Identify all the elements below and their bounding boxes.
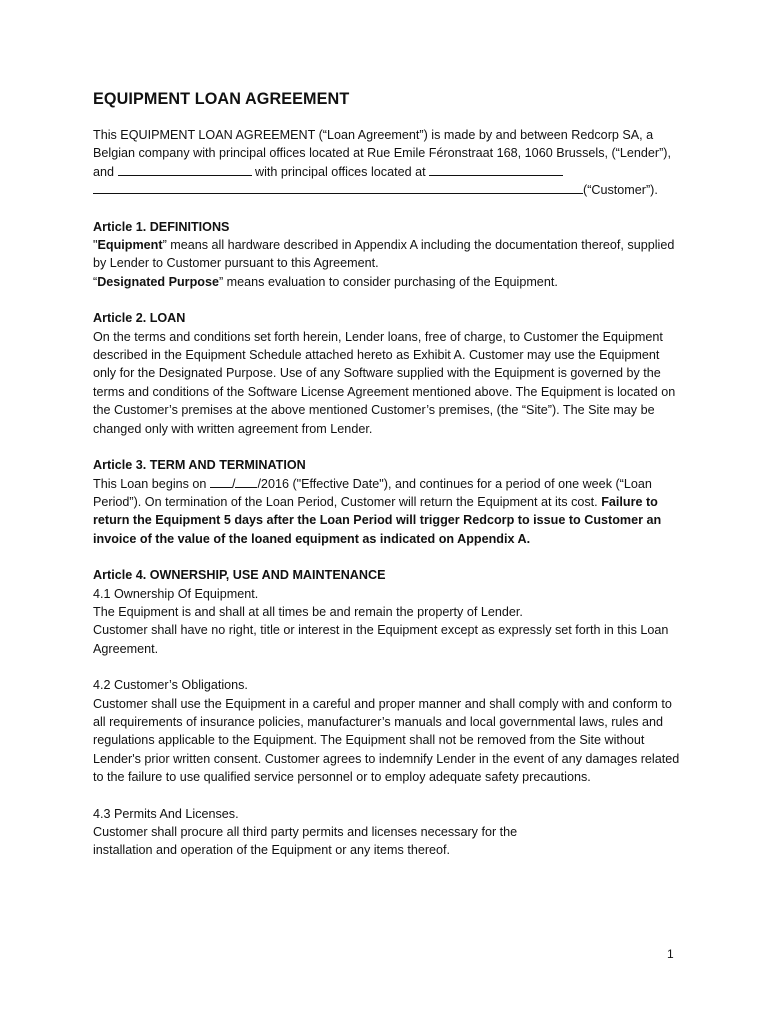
designated-purpose-text: ” means evaluation to consider purchasing of the Equipment. [218, 274, 558, 289]
article-3-text-mid: /2016 ("Effective Date"), and continues for a period of one week (“Loan Period”). On termination of the Loan Period, Customer will return the Equipment at its cost. [93, 476, 652, 509]
equipment-definition-text: ” means all hardware described in Appendix A including the documentation thereof, supplied by Lender to Customer pursuant to this Agreement. [93, 238, 675, 271]
intro-text-1: This EQUIPMENT LOAN AGREEMENT (“Loan Agreement”) is made by and between Redcorp SA, a Belgian company with principal offices located at Rue Emile Féronstraat 168, 1060 Brussels, (“Lender”), and [93, 128, 671, 179]
section-4-1-line-1: The Equipment is and shall at all times be and remain the property of Lender. [93, 604, 523, 619]
section-4-2 [93, 676, 681, 786]
document-page [93, 88, 681, 860]
date-slash: / [231, 476, 236, 491]
designated-purpose-term: Designated Purpose [97, 274, 219, 289]
customer-address-blank-1 [429, 163, 563, 176]
article-4 [93, 566, 681, 658]
article-1-heading: Article 1. DEFINITIONS [93, 219, 230, 234]
section-4-3-line-1: Customer shall procure all third party permits and licenses necessary for the [93, 825, 518, 839]
equipment-open-quote: " [93, 238, 98, 253]
purpose-open-quote: “ [93, 274, 98, 289]
article-3-heading: Article 3. TERM AND TERMINATION [93, 458, 306, 473]
section-4-1-line-2: Customer shall have no right, title or interest in the Equipment except as expressly set forth in this Loan Agreement. [93, 623, 669, 656]
intro-paragraph [93, 126, 681, 200]
start-day-blank [210, 475, 232, 488]
section-4-2-title: 4.2 Customer’s Obligations. [93, 678, 248, 693]
section-4-3 [93, 805, 681, 860]
section-4-3-title: 4.3 Permits And Licenses. [93, 806, 239, 821]
section-4-2-text: Customer shall use the Equipment in a careful and proper manner and shall comply with and conform to all requirements of insurance policies, manufacturer’s manuals and local governmental laws, rules and regulations applicable to the Equipment. The Equipment shall not be removed from the Site without Lender's prior written consent. Customer agrees to indemnify Lender in the event of any damages related to the failure to use qualified service personnel or to employ adequate safety precautions. [93, 696, 680, 785]
article-1 [93, 218, 681, 292]
document-title: EQUIPMENT LOAN AGREEMENT [93, 90, 350, 108]
intro-text-2: with principal offices located at [251, 164, 430, 179]
equipment-term: Equipment [97, 238, 163, 253]
section-4-3-line-2: installation and operation of the Equipment or any items thereof. [93, 843, 451, 858]
intro-text-3: (“Customer”). [583, 183, 658, 198]
start-month-blank [235, 475, 257, 488]
customer-address-blank-2 [93, 181, 583, 194]
definition-designated-purpose [93, 273, 681, 291]
article-2-heading: Article 2. LOAN [93, 311, 186, 326]
article-3-bold-clause: Failure to return the Equipment 5 days after the Loan Period will trigger Redcorp to issue to Customer an invoice of the value of the loaned equipment as indicated on Appendix A. [93, 494, 662, 546]
definition-equipment [93, 236, 681, 273]
page-number: 1 [667, 947, 674, 961]
article-3-text-start: This Loan begins on [93, 476, 210, 491]
article-4-heading: Article 4. OWNERSHIP, USE AND MAINTENANCE [93, 568, 386, 583]
article-3-text [93, 475, 681, 549]
section-4-1-title: 4.1 Ownership Of Equipment. [93, 586, 259, 601]
article-2 [93, 309, 681, 438]
customer-name-blank [118, 163, 252, 176]
article-3 [93, 456, 681, 548]
article-2-text: On the terms and conditions set forth herein, Lender loans, free of charge, to Customer the Equipment described in the Equipment Schedule attached hereto as Exhibit A. Customer may use the Equipment only for the Designated Purpose. Use of any Software supplied with the Equipment is governed by the terms and conditions of the Software License Agreement mentioned above. The Equipment is located on the Customer’s premises at the above mentioned Customer’s premises, (the “Site”). The Site may be changed only with written agreement from Lender. [93, 329, 676, 436]
